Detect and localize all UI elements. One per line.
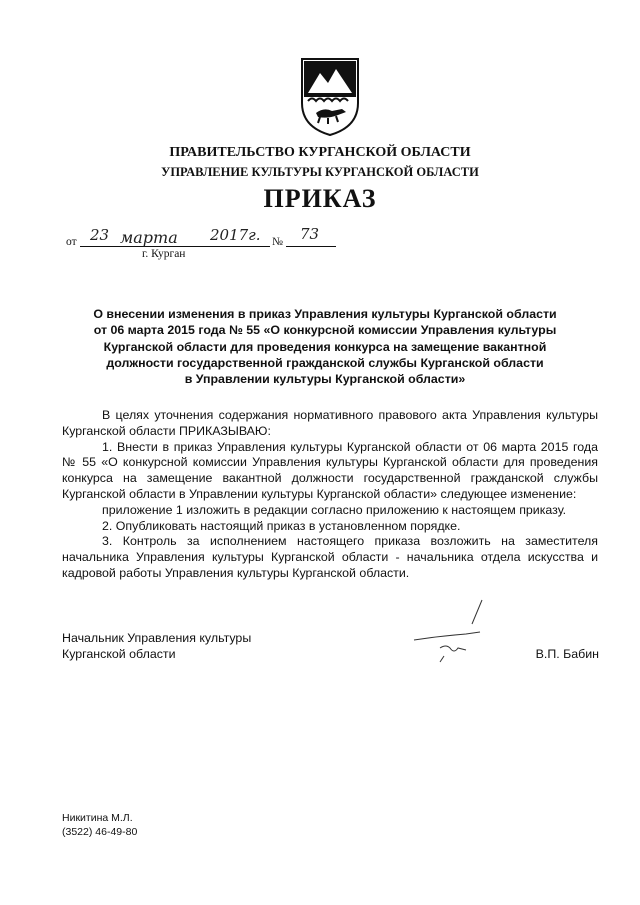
org-name-department: УПРАВЛЕНИЕ КУЛЬТУРЫ КУРГАНСКОЙ ОБЛАСТИ [161, 165, 479, 179]
heading-line: от 06 марта 2015 года № 55 «О конкурсной комиссии Управления культуры [93, 323, 557, 338]
executor-phone: (3522) 46-49-80 [62, 825, 138, 838]
coat-of-arms-icon [298, 57, 362, 137]
city-label: г. Курган [142, 248, 186, 260]
heading-line: в Управлении культуры Курганской области» [184, 372, 466, 387]
number-underline [286, 246, 336, 247]
date-from-label: от [66, 236, 77, 248]
signatory-position-line: Курганской области [62, 647, 176, 661]
signatory-position-line: Начальник Управления культуры [62, 631, 252, 645]
document-type-title: ПРИКАЗ [263, 184, 377, 213]
order-heading [60, 306, 590, 387]
signatory-name: В.П. Бабин [535, 647, 599, 661]
order-body [62, 408, 598, 582]
document-number: 73 [300, 225, 320, 243]
heading-line: О внесении изменения в приказ Управления культуры Курганской области [93, 307, 557, 321]
handwritten-signature-icon [410, 598, 510, 670]
heading-line: должности государственной гражданской службы Курганской области [106, 355, 544, 370]
body-item-1: 1. Внести в приказ Управления культуры Курганской области от 06 марта 2015 года № 55 «О конкурсной комиссии Управления культуры Курганской области для проведения конкурса на замещение вакантной должности государственной гражданской службы Курганской области в Управлении культуры Курганской области» следующее изменение: [62, 439, 598, 501]
heading-line: Курганской области для проведения конкурса на замещение вакантной [103, 339, 547, 354]
body-item-1-sub: приложение 1 изложить в редакции согласно приложению к настоящем приказу. [102, 502, 567, 517]
body-item-2: 2. Опубликовать настоящий приказ в установленном порядке. [102, 518, 461, 533]
number-label: № [272, 236, 283, 248]
body-intro: В целях уточнения содержания нормативного правового акта Управления культуры Курганской области ПРИКАЗЫВАЮ: [62, 408, 598, 438]
signatory-position [62, 630, 251, 662]
body-item-3: 3. Контроль за исполнением настоящего приказа возложить на заместителя начальника Управления культуры Курганской области - начальника отдела искусства и кадровой работы Управления культуры Курганской области. [62, 534, 598, 580]
executor-info [62, 812, 137, 839]
org-name-government: ПРАВИТЕЛЬСТВО КУРГАНСКОЙ ОБЛАСТИ [169, 145, 471, 160]
date-month: марта [120, 228, 178, 247]
executor-name: Никитина М.Л. [62, 812, 133, 824]
date-year: 2017г. [210, 226, 261, 244]
date-day: 23 [90, 226, 110, 244]
